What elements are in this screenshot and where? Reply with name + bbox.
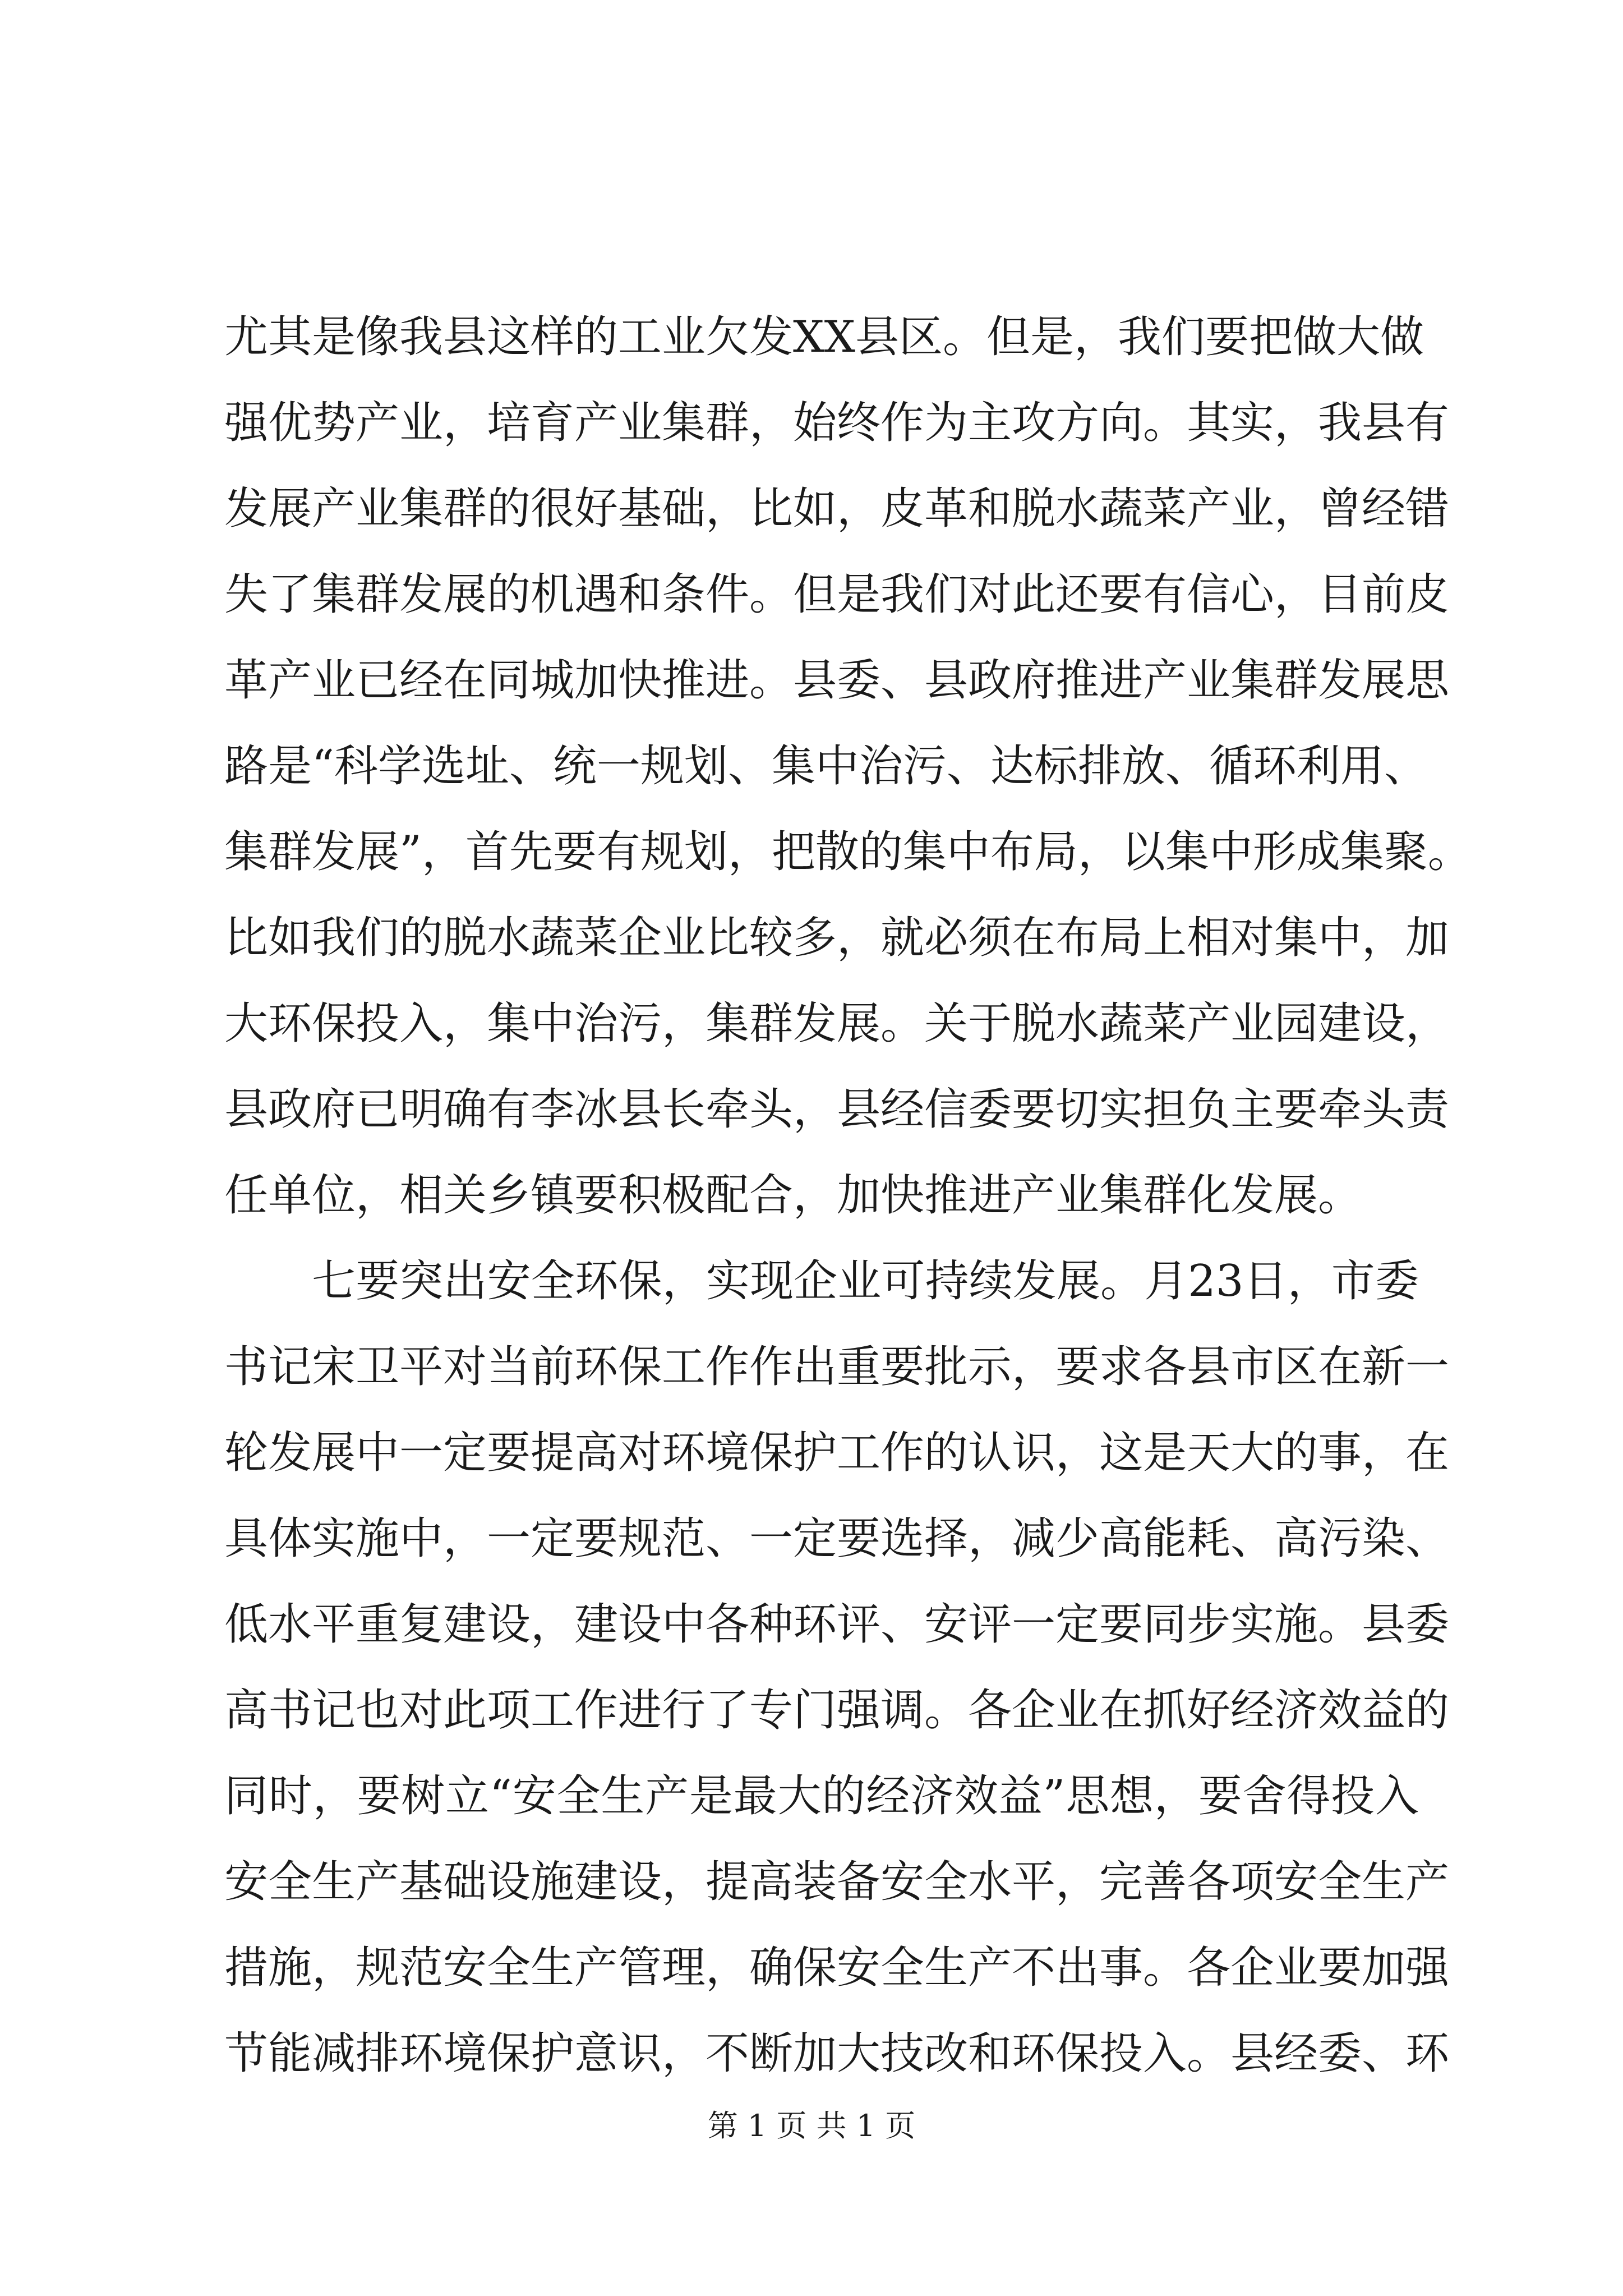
text-line: 措施，规范安全生产管理，确保安全生产不出事。各企业要加强 [224,1943,1450,1993]
text-line: 路是“科学选址、统一规划、集中治污、达标排放、循环利用、 [224,741,1428,792]
text-line: 七要突出安全环保，实现企业可持续发展。月23日，市委 [312,1256,1419,1306]
text-line: 发展产业集群的很好基础，比如，皮革和脱水蔬菜产业，曾经错 [224,484,1450,534]
text-line: 同时，要树立“安全生产是最大的经济效益”思想，要舍得投入 [224,1771,1419,1821]
text-line: 强优势产业，培育产业集群，始终作为主攻方向。其实，我县有 [224,398,1450,448]
text-line: 具体实施中，一定要规范、一定要选择，减少高能耗、高污染、 [224,1513,1450,1564]
text-line: 大环保投入，集中治污，集群发展。关于脱水蔬菜产业园建设， [224,999,1450,1049]
text-line: 集群发展”，首先要有规划，把散的集中布局，以集中形成集聚。 [224,827,1472,877]
document-body [224,295,1472,2097]
text-line: 书记宋卫平对当前环保工作作出重要批示，要求各县市区在新一 [224,1342,1450,1392]
page-footer [0,2104,1623,2148]
text-line: 任单位，相关乡镇要积极配合，加快推进产业集群化发展。 [224,1170,1362,1221]
text-line: 尤其是像我县这样的工业欠发XX县区。但是，我们要把做大做 [224,312,1424,362]
text-line: 比如我们的脱水蔬菜企业比较多，就必须在布局上相对集中，加 [224,913,1450,963]
text-line: 低水平重复建设，建设中各种环评、安评一定要同步实施。县委 [224,1599,1450,1650]
paragraph-1 [224,295,1472,1239]
text-line: 失了集群发展的机遇和条件。但是我们对此还要有信心，目前皮 [224,569,1450,620]
text-line: 节能减排环境保护意识，不断加大技改和环保投入。县经委、环 [224,2028,1450,2079]
text-line: 轮发展中一定要提高对环境保护工作的认识，这是天大的事，在 [224,1428,1450,1478]
text-line: 革产业已经在同城加快推进。县委、县政府推进产业集群发展思 [224,655,1450,706]
text-line: 安全生产基础设施建设，提高装备安全水平，完善各项安全生产 [224,1857,1450,1907]
text-line: 高书记也对此项工作进行了专门强调。各企业在抓好经济效益的 [224,1685,1450,1736]
paragraph-2 [224,1239,1450,2097]
page-number: 第 1 页 共 1 页 [707,2108,916,2143]
text-line: 县政府已明确有李冰县长牵头，县经信委要切实担负主要牵头责 [224,1084,1450,1135]
